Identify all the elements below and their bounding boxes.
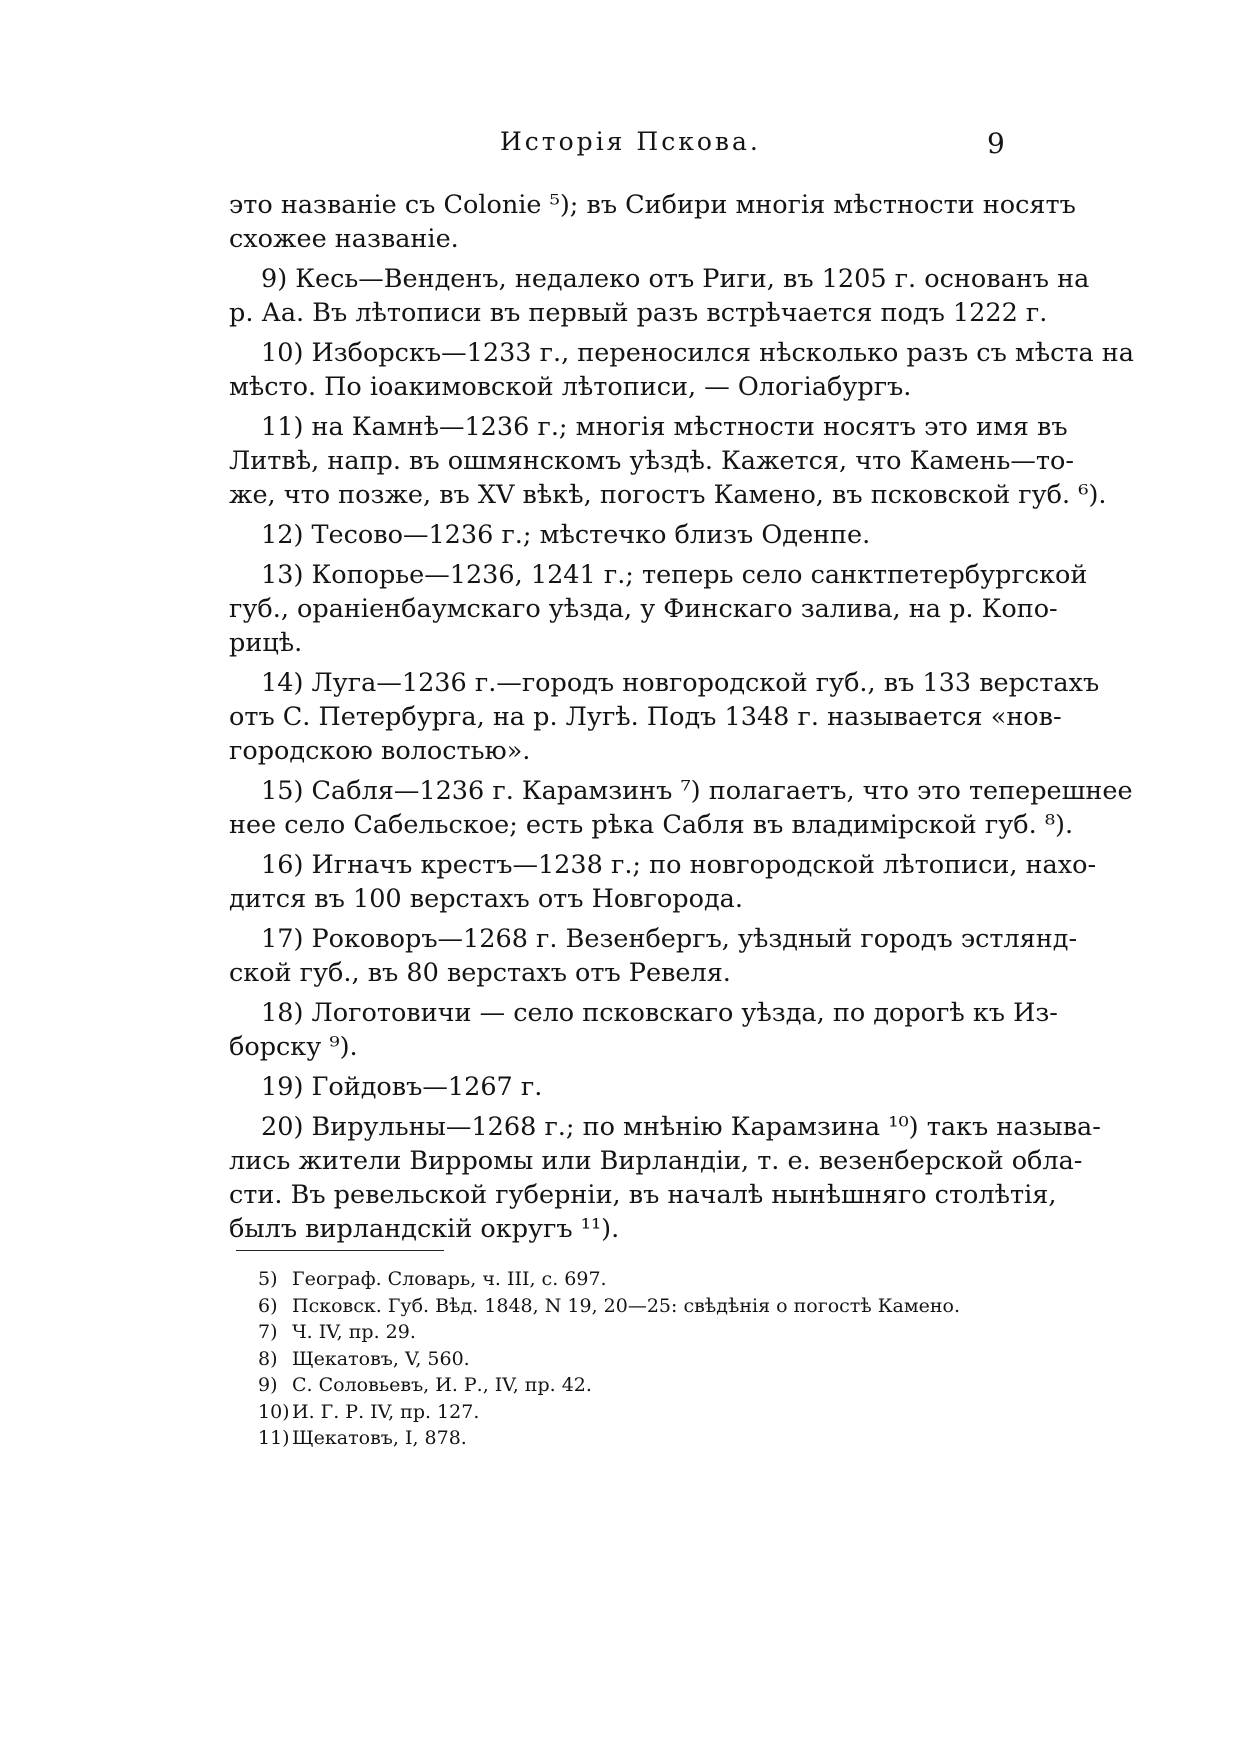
footnote-marker: 11) [258,1427,290,1449]
footnote-marker: 5) [258,1268,278,1290]
text-line: 16) Игначъ крестъ—1238 г.; по новгородской лѣтописи, нахо- [261,850,1097,880]
main-text [229,188,1135,1252]
footnote-marker: 9) [258,1374,278,1396]
footnote-marker: 7) [258,1321,278,1343]
paragraph-9 [229,262,1090,330]
paragraph-19 [229,1070,1007,1104]
text-line: 14) Луга—1236 г.—городъ новгородской губ., въ 133 верстахъ [261,668,1100,698]
footnote-8 [258,1346,960,1373]
footnote-text: Географ. Словарь, ч. III, с. 697. [292,1268,607,1290]
text-line: же, что позже, въ XV вѣкѣ, погостъ Камено, въ псковской губ. ⁶). [229,480,1107,510]
footnote-text: Ч. IV, пр. 29. [292,1321,416,1343]
text-line: 13) Копорье—1236, 1241 г.; теперь село санктпетербургской [261,560,1088,590]
paragraph-16 [229,848,1097,916]
text-line: 12) Тесово—1236 г.; мѣстечко близъ Оденпе. [261,520,871,550]
paragraph-12 [229,518,1007,552]
text-line: отъ С. Петербурга, на р. Лугѣ. Подъ 1348 г. называется «нов- [229,702,1062,732]
text-line: 15) Сабля—1236 г. Карамзинъ ⁷) полагаетъ, что это теперешнее [261,776,1133,806]
text-line: былъ вирландскій округъ ¹¹). [229,1214,620,1244]
footnote-marker: 10) [258,1400,290,1423]
text-line: дится въ 100 верстахъ отъ Новгорода. [229,884,743,914]
footnote-marker: 6) [258,1294,278,1317]
footnote-divider [236,1250,444,1251]
footnote-text: И. Г. Р. IV, пр. 127. [292,1400,480,1423]
text-line: лись жители Вирромы или Вирландіи, т. е. везенберской обла- [229,1146,1083,1176]
text-line: борску ⁹). [229,1032,358,1062]
text-line: 19) Гойдовъ—1267 г. [261,1072,543,1102]
footnote-text: С. Соловьевъ, И. Р., IV, пр. 42. [292,1374,592,1396]
paragraph-15 [229,774,1133,842]
text-line: нее село Сабельское; есть рѣка Сабля въ владимірской губ. ⁸). [229,810,1074,840]
footnote-9 [258,1372,960,1399]
text-line: губ., ораніенбаумскаго уѣзда, у Финскаго залива, на р. Копо- [229,594,1058,624]
paragraph-18 [229,996,1058,1064]
text-line: 18) Логотовичи — село псковскаго уѣзда, по дорогѣ къ Из- [261,998,1058,1028]
footnote-text: Псковск. Губ. Вѣд. 1848, N 19, 20—25: свѣдѣнія о погостѣ Камено. [292,1294,960,1317]
paragraph-10 [229,336,1135,404]
text-line: это названіе съ Colonie ⁵); въ Сибири многія мѣстности носятъ [229,190,1076,220]
text-line: 20) Вирульны—1268 г.; по мнѣнію Карамзина ¹⁰) такъ называ- [261,1112,1101,1142]
paragraph [229,188,1076,256]
text-line: Литвѣ, напр. въ ошмянскомъ уѣздѣ. Кажется, что Камень—то- [229,446,1074,476]
paragraph-13 [229,558,1088,660]
paragraph-20 [229,1110,1101,1246]
text-line: городскою волостью». [229,736,531,766]
footnote-marker: 8) [258,1347,278,1370]
footnote-5 [258,1266,960,1293]
footnote-text: Щекатовъ, V, 560. [292,1347,470,1370]
text-line: мѣсто. По іоакимовской лѣтописи, — Ологіабургъ. [229,372,912,402]
footnote-10 [258,1399,960,1426]
paragraph-17 [229,922,1078,990]
footnotes-list [258,1266,960,1452]
text-line: 10) Изборскъ—1233 г., переносился нѣсколько разъ съ мѣста на [261,338,1135,368]
text-line: схожее названіе. [229,224,459,254]
text-line: 11) на Камнѣ—1236 г.; многія мѣстности носятъ это имя въ [261,412,1068,442]
footnote-6 [258,1293,960,1320]
text-line: 17) Роковоръ—1268 г. Везенбергъ, уѣздный городъ эстлянд- [261,924,1078,954]
paragraph-14 [229,666,1100,768]
text-line: ской губ., въ 80 верстахъ отъ Ревеля. [229,958,731,988]
footnote-11 [258,1425,960,1452]
text-line: рицѣ. [229,628,303,658]
page-number: 9 [987,127,1005,160]
text-line: 9) Кесь—Венденъ, недалеко отъ Риги, въ 1205 г. основанъ на [261,264,1090,294]
page-header-title: Исторія Пскова. [500,127,761,156]
text-line: р. Аа. Въ лѣтописи въ первый разъ встрѣчается подъ 1222 г. [229,298,1048,328]
paragraph-11 [229,410,1107,512]
text-line: сти. Въ ревельской губерніи, въ началѣ нынѣшняго столѣтія, [229,1180,1057,1210]
footnote-text: Щекатовъ, I, 878. [292,1427,467,1449]
footnote-7 [258,1319,960,1346]
